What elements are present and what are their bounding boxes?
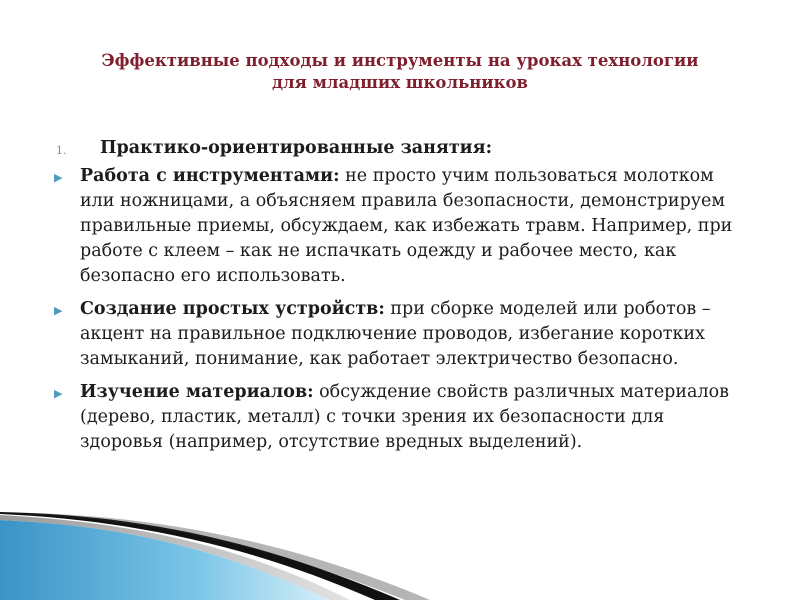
bullet-heading: Создание простых устройств:	[80, 299, 385, 319]
list-number: 1.	[56, 144, 67, 157]
bullet-item-materials	[52, 380, 742, 455]
bullet-heading: Работа с инструментами:	[80, 166, 340, 186]
bullet-item-tools	[52, 164, 742, 289]
slide-content	[52, 136, 742, 463]
triangle-bullet-icon: ▶	[54, 387, 63, 400]
bullet-item-devices	[52, 297, 742, 372]
bullet-text: при сборке моделей или роботов – акцент на правильное подключение проводов, избегание коротких замыканий, понимание, как работает электричество безопасно.	[80, 299, 711, 369]
numbered-item-text: Практико-ориентированные занятия:	[100, 138, 493, 158]
triangle-bullet-icon: ▶	[54, 304, 63, 317]
bullet-heading: Изучение материалов:	[80, 382, 314, 402]
bullet-text: не просто учим пользоваться молотком или ножницами, а объясняем правила безопасности, демонстрируем правильные приемы, обсуждаем, как избежать травм. Например, при работе с клеем – как не испачкать одежду и рабочее место, как безопасно его использовать.	[80, 166, 733, 286]
triangle-bullet-icon: ▶	[54, 171, 63, 184]
title-line-1: Эффективные подходы и инструменты на уроках технологии	[101, 51, 699, 70]
bullet-text: обсуждение свойств различных материалов (дерево, пластик, металл) с точки зрения их безопасности для здоровья (например, отсутствие вредных выделений).	[80, 382, 729, 452]
slide-title	[40, 50, 760, 94]
numbered-item	[52, 136, 742, 161]
title-line-2: для младших школьников	[272, 73, 528, 92]
